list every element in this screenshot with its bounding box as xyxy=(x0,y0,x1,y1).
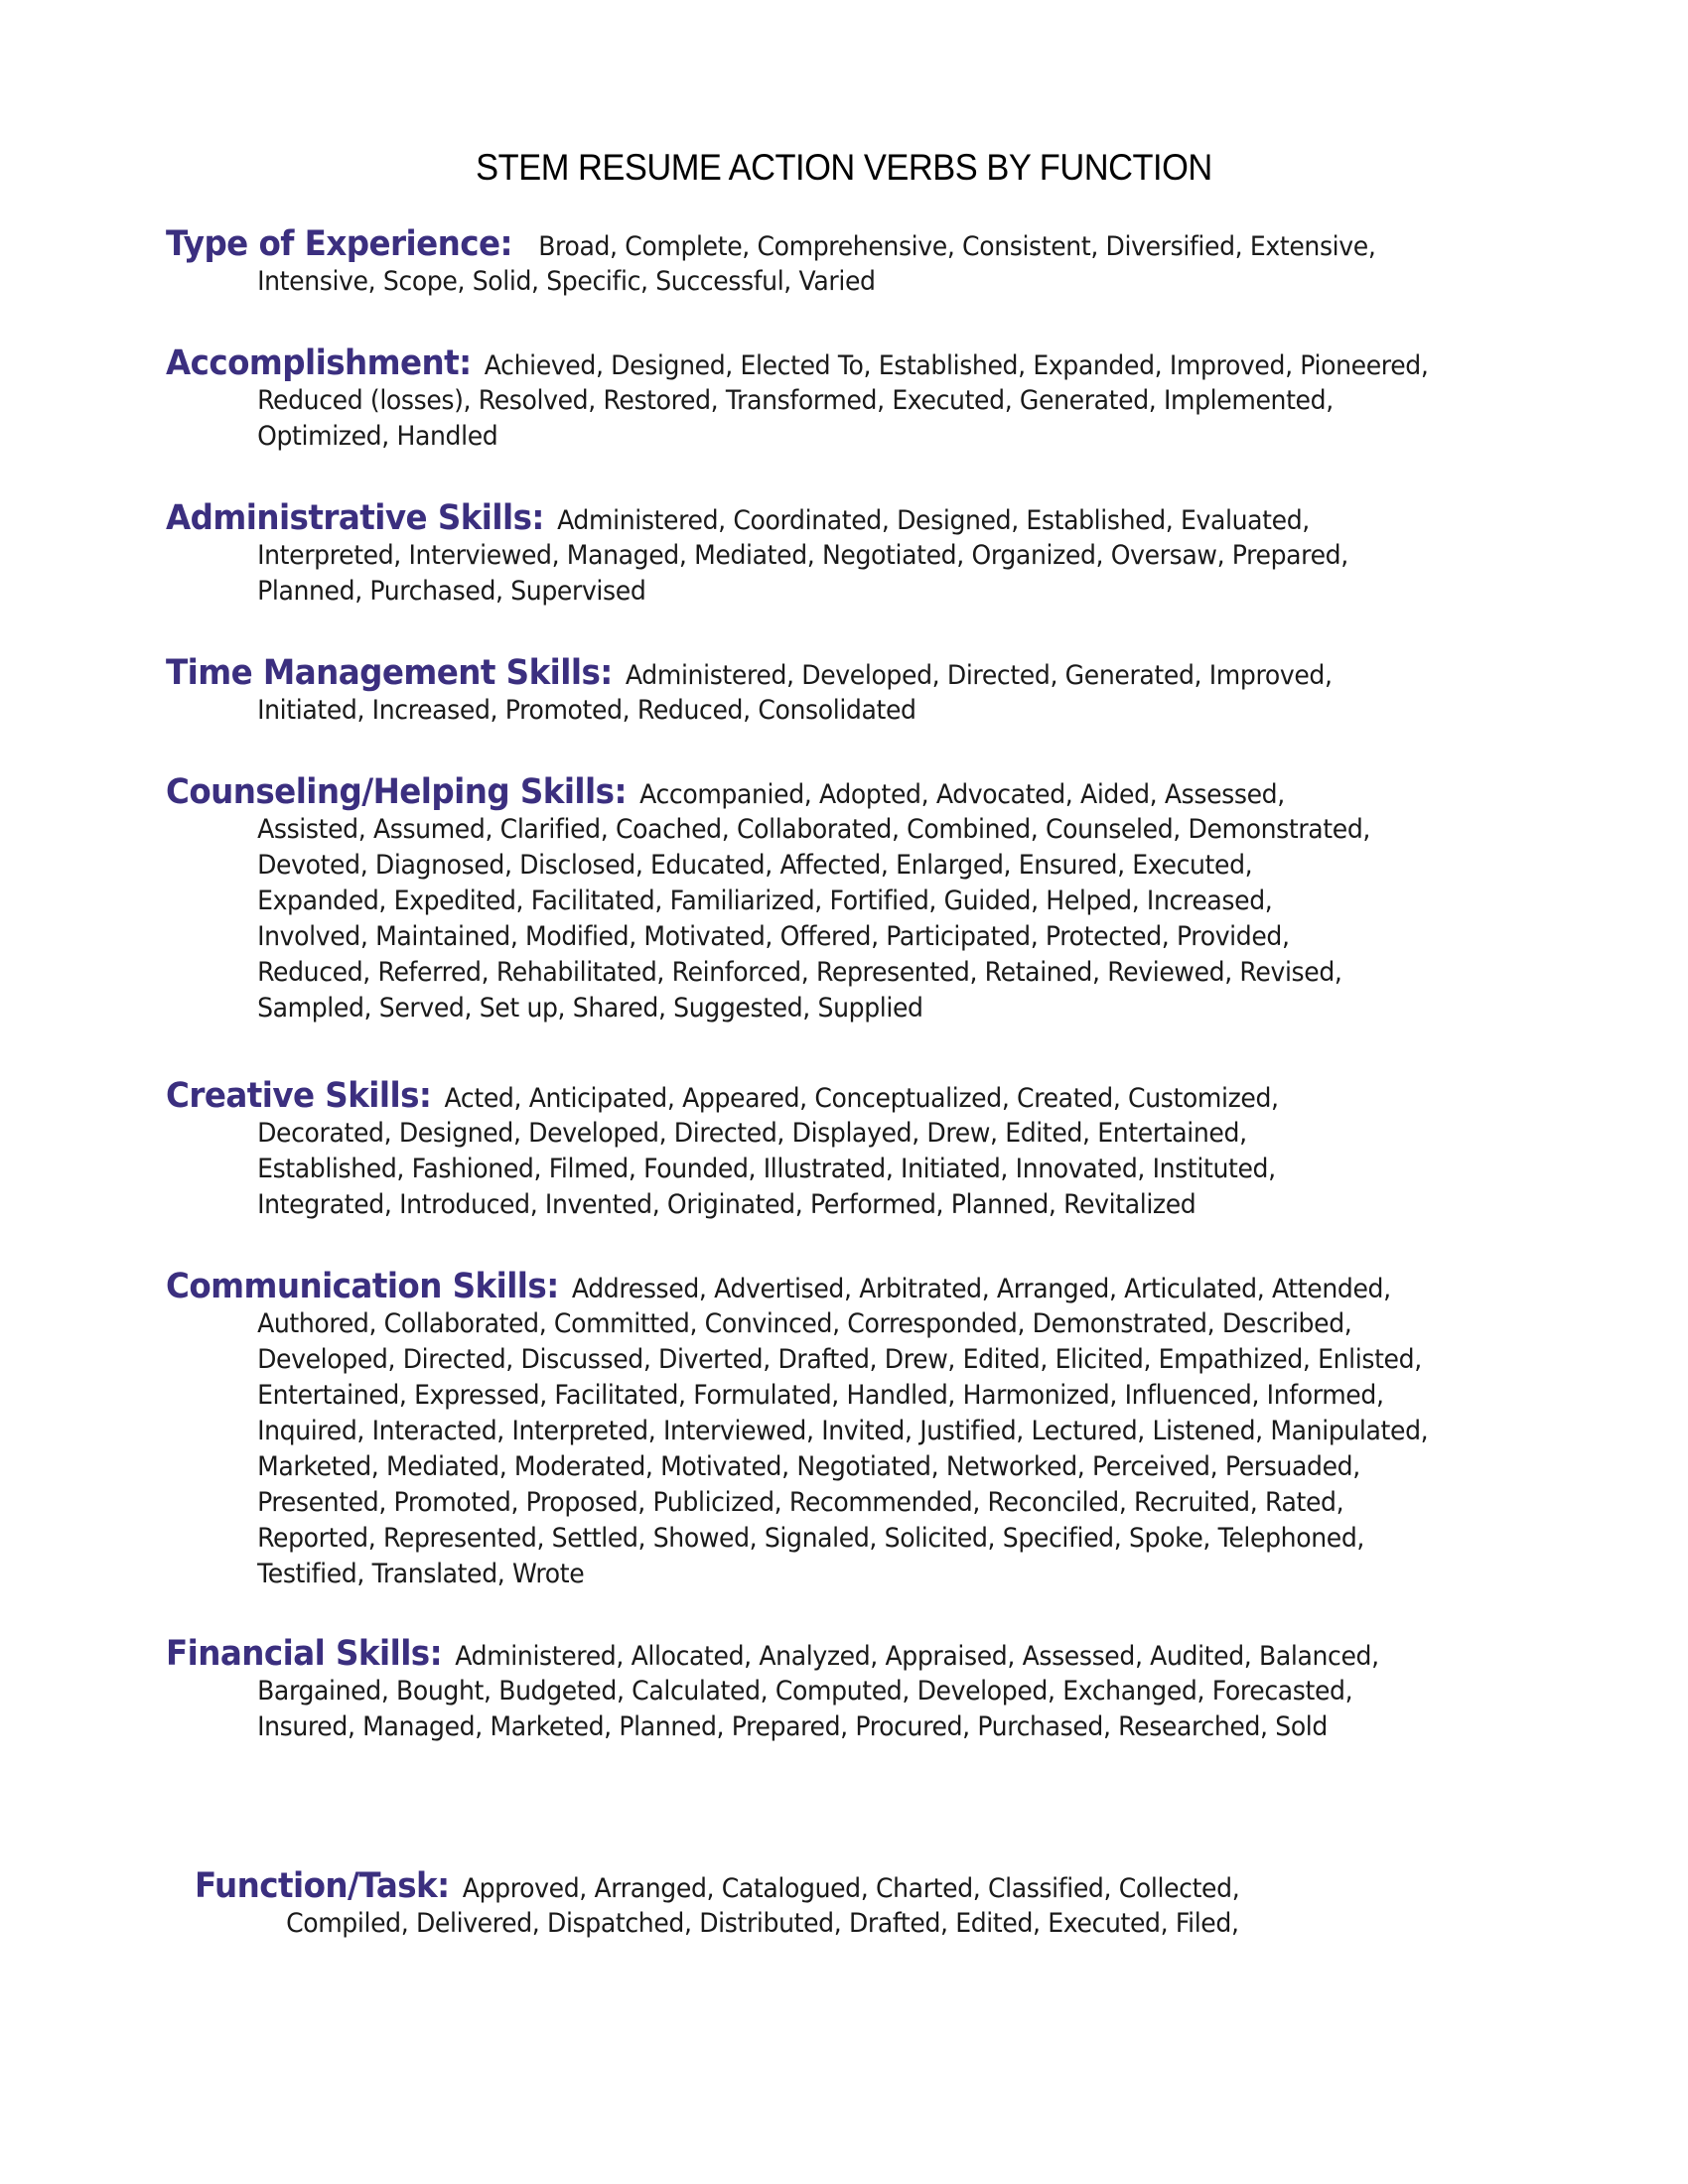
section-type-of-experience xyxy=(166,224,1556,300)
section-communication-skills xyxy=(166,1267,1556,1592)
section-heading: Counseling/Helping Skills: xyxy=(166,772,627,812)
verb-list: Testified, Translated, Wrote xyxy=(257,1559,585,1589)
verb-list: Compiled, Delivered, Dispatched, Distributed, Drafted, Edited, Executed, Filed, xyxy=(286,1908,1239,1939)
section-line xyxy=(166,1634,1459,1674)
verb-list: Authored, Collaborated, Committed, Convinced, Corresponded, Demonstrated, Described, xyxy=(257,1308,1352,1339)
verb-list: Reported, Represented, Settled, Showed, Signaled, Solicited, Specified, Spoke, Telephoned, xyxy=(257,1523,1364,1554)
section-heading: Function/Task: xyxy=(195,1866,450,1906)
section-function-task xyxy=(195,1866,1585,1942)
verb-list: Decorated, Designed, Developed, Directed, Displayed, Drew, Edited, Entertained, xyxy=(257,1118,1247,1149)
section-heading: Accomplishment: xyxy=(166,343,472,383)
section-line xyxy=(166,343,1459,383)
verb-list: Administered, Coordinated, Designed, Established, Evaluated, xyxy=(557,505,1310,536)
verb-list: Devoted, Diagnosed, Disclosed, Educated, Affected, Enlarged, Ensured, Executed, xyxy=(257,850,1253,881)
verb-list: Bargained, Bought, Budgeted, Calculated, Computed, Developed, Exchanged, Forecasted, xyxy=(257,1676,1353,1706)
verb-list: Established, Fashioned, Filmed, Founded, Illustrated, Initiated, Innovated, Instituted, xyxy=(257,1154,1276,1184)
section-line xyxy=(166,498,1459,538)
section-heading: Creative Skills: xyxy=(166,1076,432,1116)
verb-list: Initiated, Increased, Promoted, Reduced, Consolidated xyxy=(257,695,916,726)
verb-list: Sampled, Served, Set up, Shared, Suggested, Supplied xyxy=(257,993,923,1024)
verb-list: Optimized, Handled xyxy=(257,421,498,452)
verb-list: Expanded, Expedited, Facilitated, Familiarized, Fortified, Guided, Helped, Increased, xyxy=(257,886,1273,916)
section-time-management-skills xyxy=(166,653,1556,729)
section-heading: Type of Experience: xyxy=(166,224,512,264)
section-line xyxy=(166,224,1459,264)
verb-list: Accompanied, Adopted, Advocated, Aided, Assessed, xyxy=(639,779,1285,810)
section-line xyxy=(166,1267,1459,1306)
section-line xyxy=(166,772,1459,812)
verb-list: Intensive, Scope, Solid, Specific, Successful, Varied xyxy=(257,266,876,297)
verb-list: Assisted, Assumed, Clarified, Coached, Collaborated, Combined, Counseled, Demonstrated, xyxy=(257,814,1371,845)
verb-list: Interpreted, Interviewed, Managed, Mediated, Negotiated, Organized, Oversaw, Prepared, xyxy=(257,540,1348,571)
verb-list: Involved, Maintained, Modified, Motivated, Offered, Participated, Protected, Provided, xyxy=(257,921,1290,952)
verb-list: Reduced, Referred, Rehabilitated, Reinforced, Represented, Retained, Reviewed, Revised, xyxy=(257,957,1342,988)
section-heading: Administrative Skills: xyxy=(166,498,544,538)
section-line xyxy=(166,653,1459,693)
verb-list: Approved, Arranged, Catalogued, Charted, Classified, Collected, xyxy=(462,1873,1240,1904)
section-counseling-helping-skills xyxy=(166,772,1556,1026)
verb-list: Insured, Managed, Marketed, Planned, Prepared, Procured, Purchased, Researched, Sold xyxy=(257,1711,1328,1742)
verb-list: Acted, Anticipated, Appeared, Conceptualized, Created, Customized, xyxy=(444,1083,1279,1114)
section-heading: Communication Skills: xyxy=(166,1267,559,1306)
section-line xyxy=(195,1866,1487,1906)
verb-list: Developed, Directed, Discussed, Diverted, Drafted, Drew, Edited, Elicited, Empathized, Enlisted, xyxy=(257,1344,1422,1375)
verb-list: Entertained, Expressed, Facilitated, Formulated, Handled, Harmonized, Influenced, Informed, xyxy=(257,1380,1384,1411)
verb-list: Marketed, Mediated, Moderated, Motivated, Negotiated, Networked, Perceived, Persuaded, xyxy=(257,1451,1360,1482)
verb-list: Integrated, Introduced, Invented, Originated, Performed, Planned, Revitalized xyxy=(257,1189,1196,1220)
verb-list: Presented, Promoted, Proposed, Publicized, Recommended, Reconciled, Recruited, Rated, xyxy=(257,1487,1344,1518)
section-administrative-skills xyxy=(166,498,1556,610)
verb-list: Addressed, Advertised, Arbitrated, Arranged, Articulated, Attended, xyxy=(571,1274,1391,1304)
verb-list: Achieved, Designed, Elected To, Established, Expanded, Improved, Pioneered, xyxy=(484,350,1429,381)
verb-list: Reduced (losses), Resolved, Restored, Transformed, Executed, Generated, Implemented, xyxy=(257,385,1334,416)
verb-list: Broad, Complete, Comprehensive, Consistent, Diversified, Extensive, xyxy=(538,231,1376,262)
section-heading: Financial Skills: xyxy=(166,1634,443,1674)
section-financial-skills xyxy=(166,1634,1556,1745)
verb-list: Inquired, Interacted, Interpreted, Interviewed, Invited, Justified, Lectured, Listened, Manipulated, xyxy=(257,1416,1429,1446)
section-accomplishment xyxy=(166,343,1556,455)
section-creative-skills xyxy=(166,1076,1556,1223)
section-heading: Time Management Skills: xyxy=(166,653,613,693)
verb-list: Administered, Allocated, Analyzed, Appraised, Assessed, Audited, Balanced, xyxy=(455,1641,1379,1672)
verb-list: Administered, Developed, Directed, Generated, Improved, xyxy=(625,660,1333,691)
page-title: STEM RESUME ACTION VERBS BY FUNCTION xyxy=(476,147,1212,188)
verb-list: Planned, Purchased, Supervised xyxy=(257,576,646,607)
section-line xyxy=(166,1076,1459,1116)
